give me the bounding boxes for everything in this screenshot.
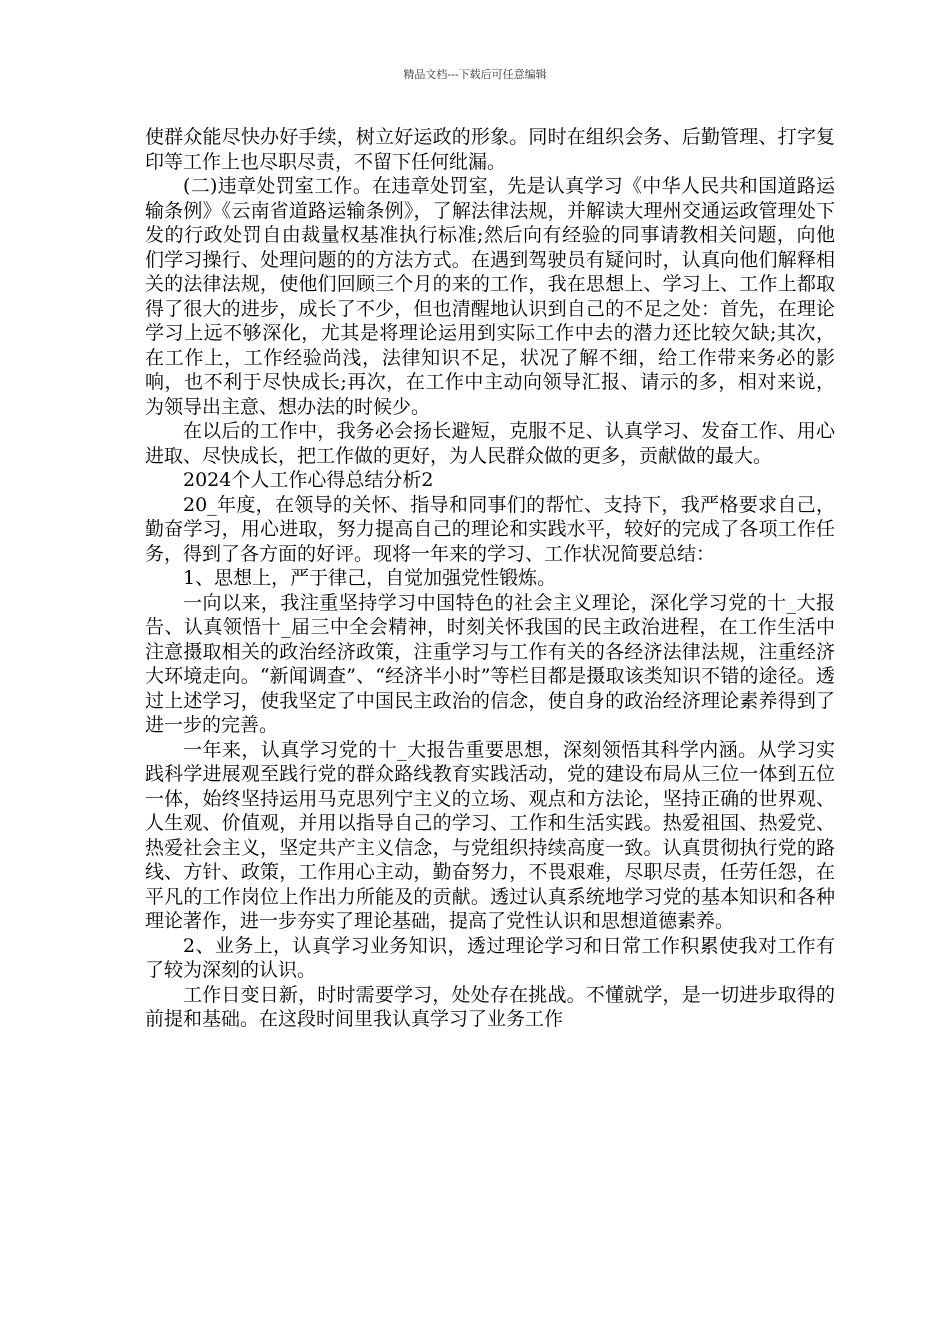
paragraph: (二)违章处罚室工作。在违章处罚室，先是认真学习《中华人民共和国道路运输条例》《云南省道路运输条例》，了解法律法规，并解读大理州交通运政管理处下发的行政处罚自由裁量权基准执行标准;然后向有经验的同事请教相关问题，向他们学习操行、处理问题的的方法方式。在遇到驾驶员有疑问时，认真向他们解释相关的法律法规，使他们回顾三个月的来的工作，我在思想上、学习上、工作上都取得了很大的进步，成长了不少，但也清醒地认识到自己的不足之处：首先，在理论学习上远不够深化，尤其是将理论运用到实际工作中去的潜力还比较欠缺;其次，在工作上，工作经验尚浅，法律知识不足，状况了解不细，给工作带来务必的影响，也不利于尽快成长;再次，在工作中主动向领导汇报、请示的多，相对来说，为领导出主意、想办法的时候少。 <box>145 175 835 418</box>
paragraph: 一年来，认真学习党的十_大报告重要思想，深刻领悟其科学内涵。从学习实践科学进展观至践行党的群众路线教育实践活动，党的建设布局从三位一体到五位一体，始终坚持运用马克思列宁主义的立场、观点和方法论，坚持正确的世界观、人生观、价值观，并用以指导自己的学习、工作和生活实践。热爱祖国、热爱党、热爱社会主义，坚定共产主义信念，与党组织持续高度一致。认真贯彻执行党的路线、方针、政策，工作用心主动，勤奋努力，不畏艰难，尽职尽责，任劳任怨，在平凡的工作岗位上作出力所能及的贡献。透过认真系统地学习党的基本知识和各种理论著作，进一步夯实了理论基础，提高了党性认识和思想道德素养。 <box>145 738 835 932</box>
paragraph: 20_年度，在领导的关怀、指导和同事们的帮忙、支持下，我严格要求自己，勤奋学习，用心进取，努力提高自己的理论和实践水平，较好的完成了各项工作任务，得到了各方面的好评。现将一年来的学习、工作状况简要总结： <box>145 493 835 565</box>
paragraph: 在以后的工作中，我务必会扬长避短，克服不足、认真学习、发奋工作、用心进取、尽快成长，把工作做的更好，为人民群众做的更多，贡献做的最大。 <box>145 420 835 467</box>
subsection-heading: 1、思想上，严于律己，自觉加强党性锻炼。 <box>183 567 557 589</box>
subsection-heading: 2、业务上，认真学习业务知识，透过理论学习和日常工作积累使我对工作有了较为深刻的认识。 <box>145 934 835 981</box>
paragraph: 使群众能尽快办好手续，树立好运政的形象。同时在组织会务、后勤管理、打字复印等工作上也尽职尽责，不留下任何纰漏。 <box>145 126 835 173</box>
section-heading: 2024个人工作心得总结分析2 <box>183 469 434 491</box>
paragraph: 工作日变日新，时时需要学习，处处存在挑战。不懂就学，是一切进步取得的前提和基础。在这段时间里我认真学习了业务工作 <box>145 983 835 1030</box>
page-header-note: 精品文档---下载后可任意编辑 <box>403 68 547 81</box>
paragraph: 一向以来，我注重坚持学习中国特色的社会主义理论，深化学习党的十_大报告、认真领悟十_届三中全会精神，时刻关怀我国的民主政治进程，在工作生活中注意摄取相关的政治经济政策，注重学习与工作有关的各经济法律法规，注重经济大环境走向。“新闻调查”、“经济半小时”等栏目都是摄取该类知识不错的途径。透过上述学习，使我坚定了中国民主政治的信念，使自身的政治经济理论素养得到了进一步的完善。 <box>145 591 835 736</box>
document-body <box>145 125 835 1032</box>
